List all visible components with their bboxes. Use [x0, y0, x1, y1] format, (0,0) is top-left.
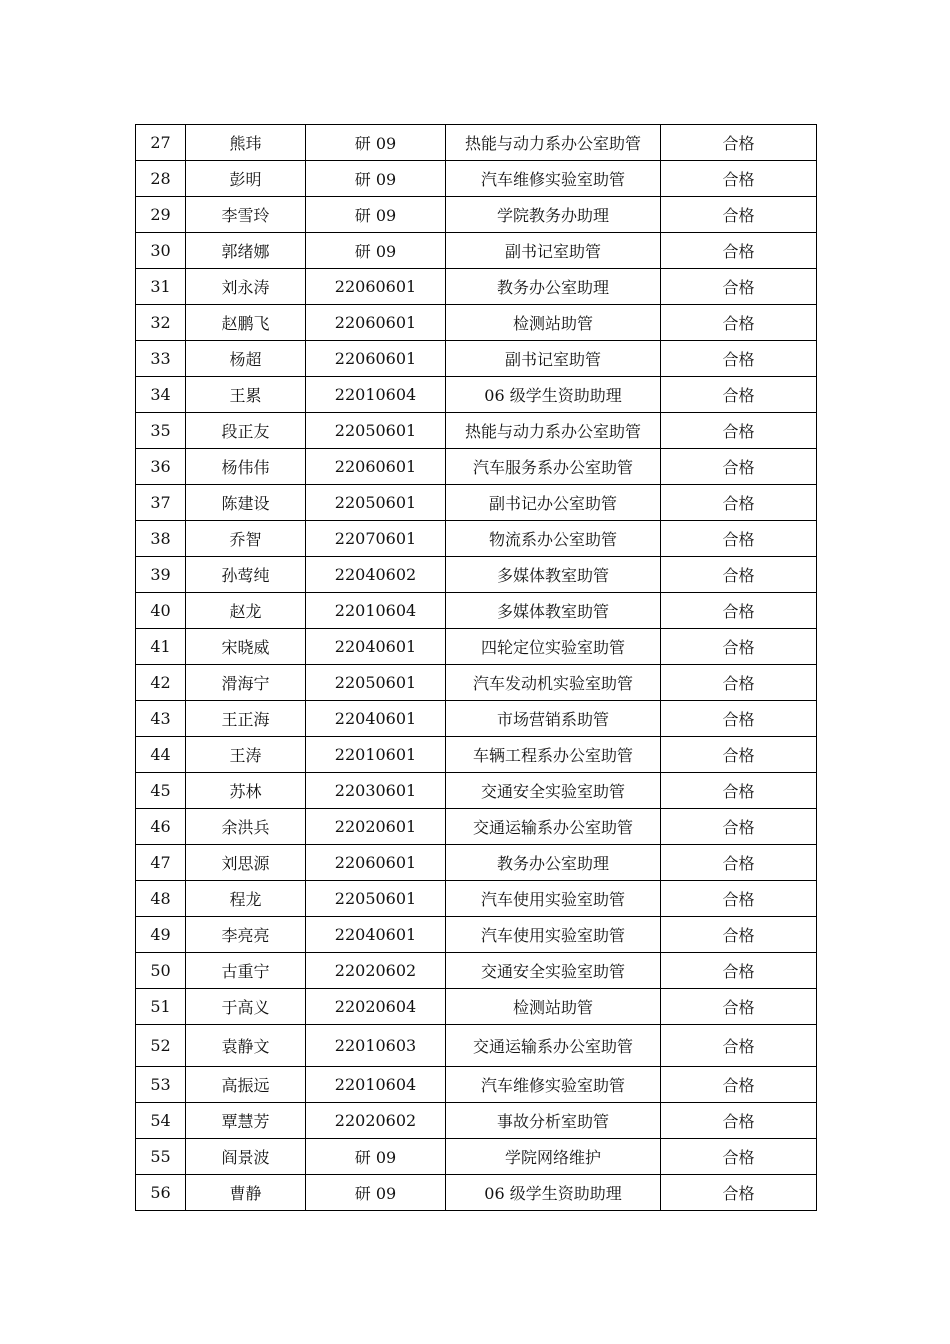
student-name: 余洪兵 — [186, 809, 306, 845]
student-name: 彭明 — [186, 161, 306, 197]
row-number: 55 — [136, 1139, 186, 1175]
class-code: 研 09 — [306, 233, 446, 269]
assessment-result: 合格 — [661, 413, 817, 449]
row-number: 31 — [136, 269, 186, 305]
table-row — [136, 737, 817, 773]
table-row — [136, 197, 817, 233]
assessment-result: 合格 — [661, 1139, 817, 1175]
table-row — [136, 377, 817, 413]
assessment-result: 合格 — [661, 1175, 817, 1211]
assessment-result: 合格 — [661, 305, 817, 341]
assessment-result: 合格 — [661, 125, 817, 161]
student-name: 滑海宁 — [186, 665, 306, 701]
class-code: 22040601 — [306, 701, 446, 737]
class-code: 22020601 — [306, 809, 446, 845]
class-code: 22040602 — [306, 557, 446, 593]
assessment-result: 合格 — [661, 809, 817, 845]
student-name: 高振远 — [186, 1067, 306, 1103]
class-code: 研 09 — [306, 197, 446, 233]
row-number: 38 — [136, 521, 186, 557]
assistant-post: 四轮定位实验室助管 — [446, 629, 661, 665]
assistant-post: 学院教务办助理 — [446, 197, 661, 233]
assessment-result: 合格 — [661, 737, 817, 773]
class-code: 22060601 — [306, 269, 446, 305]
table-row — [136, 1067, 817, 1103]
row-number: 41 — [136, 629, 186, 665]
student-name: 程龙 — [186, 881, 306, 917]
class-code: 22030601 — [306, 773, 446, 809]
assessment-result: 合格 — [661, 845, 817, 881]
roster-table-body — [136, 125, 817, 1211]
assistant-post: 汽车使用实验室助管 — [446, 917, 661, 953]
table-row — [136, 629, 817, 665]
class-code: 研 09 — [306, 1139, 446, 1175]
assessment-result: 合格 — [661, 629, 817, 665]
assistant-post: 汽车维修实验室助管 — [446, 161, 661, 197]
row-number: 49 — [136, 917, 186, 953]
class-code: 22050601 — [306, 881, 446, 917]
assistant-post: 交通安全实验室助管 — [446, 953, 661, 989]
table-row — [136, 917, 817, 953]
assessment-result: 合格 — [661, 521, 817, 557]
assessment-result: 合格 — [661, 593, 817, 629]
table-row — [136, 1025, 817, 1067]
assistant-post: 学院网络维护 — [446, 1139, 661, 1175]
class-code: 22060601 — [306, 845, 446, 881]
class-code: 22020602 — [306, 953, 446, 989]
assistant-post: 06 级学生资助助理 — [446, 377, 661, 413]
row-number: 27 — [136, 125, 186, 161]
assistant-post: 教务办公室助理 — [446, 269, 661, 305]
class-code: 22010604 — [306, 1067, 446, 1103]
row-number: 44 — [136, 737, 186, 773]
class-code: 22020602 — [306, 1103, 446, 1139]
assistant-post: 事故分析室助管 — [446, 1103, 661, 1139]
table-row — [136, 557, 817, 593]
assessment-result: 合格 — [661, 917, 817, 953]
row-number: 29 — [136, 197, 186, 233]
table-row — [136, 125, 817, 161]
table-row — [136, 809, 817, 845]
row-number: 50 — [136, 953, 186, 989]
student-name: 李亮亮 — [186, 917, 306, 953]
assistant-post: 多媒体教室助管 — [446, 593, 661, 629]
table-row — [136, 305, 817, 341]
assessment-result: 合格 — [661, 953, 817, 989]
assessment-result: 合格 — [661, 161, 817, 197]
assistant-post: 副书记室助管 — [446, 233, 661, 269]
student-name: 赵鹏飞 — [186, 305, 306, 341]
student-name: 苏林 — [186, 773, 306, 809]
row-number: 53 — [136, 1067, 186, 1103]
table-row — [136, 161, 817, 197]
assessment-result: 合格 — [661, 1025, 817, 1067]
row-number: 30 — [136, 233, 186, 269]
student-name: 宋晓威 — [186, 629, 306, 665]
row-number: 36 — [136, 449, 186, 485]
assessment-result: 合格 — [661, 881, 817, 917]
assistant-post: 热能与动力系办公室助管 — [446, 413, 661, 449]
assistant-post: 汽车维修实验室助管 — [446, 1067, 661, 1103]
student-name: 赵龙 — [186, 593, 306, 629]
student-name: 刘思源 — [186, 845, 306, 881]
class-code: 22060601 — [306, 449, 446, 485]
table-row — [136, 449, 817, 485]
row-number: 47 — [136, 845, 186, 881]
student-name: 王正海 — [186, 701, 306, 737]
student-name: 杨伟伟 — [186, 449, 306, 485]
row-number: 45 — [136, 773, 186, 809]
row-number: 48 — [136, 881, 186, 917]
assessment-result: 合格 — [661, 989, 817, 1025]
row-number: 33 — [136, 341, 186, 377]
student-name: 段正友 — [186, 413, 306, 449]
class-code: 22060601 — [306, 341, 446, 377]
assistant-post: 交通运输系办公室助管 — [446, 1025, 661, 1067]
assessment-result: 合格 — [661, 1103, 817, 1139]
assessment-result: 合格 — [661, 773, 817, 809]
assessment-result: 合格 — [661, 701, 817, 737]
student-name: 王涛 — [186, 737, 306, 773]
row-number: 56 — [136, 1175, 186, 1211]
table-row — [136, 701, 817, 737]
row-number: 28 — [136, 161, 186, 197]
class-code: 22070601 — [306, 521, 446, 557]
student-name: 刘永涛 — [186, 269, 306, 305]
assistant-post: 副书记室助管 — [446, 341, 661, 377]
row-number: 43 — [136, 701, 186, 737]
table-row — [136, 1139, 817, 1175]
class-code: 22020604 — [306, 989, 446, 1025]
assistant-post: 交通安全实验室助管 — [446, 773, 661, 809]
table-row — [136, 269, 817, 305]
assistant-post: 市场营销系助管 — [446, 701, 661, 737]
assistant-post: 检测站助管 — [446, 989, 661, 1025]
student-name: 古重宁 — [186, 953, 306, 989]
table-row — [136, 413, 817, 449]
table-row — [136, 989, 817, 1025]
assessment-result: 合格 — [661, 1067, 817, 1103]
student-name: 袁静文 — [186, 1025, 306, 1067]
assistant-post: 汽车使用实验室助管 — [446, 881, 661, 917]
row-number: 37 — [136, 485, 186, 521]
assessment-result: 合格 — [661, 341, 817, 377]
class-code: 22040601 — [306, 629, 446, 665]
assistant-post: 教务办公室助理 — [446, 845, 661, 881]
row-number: 40 — [136, 593, 186, 629]
assistant-post: 副书记办公室助管 — [446, 485, 661, 521]
class-code: 22050601 — [306, 413, 446, 449]
assistant-post: 物流系办公室助管 — [446, 521, 661, 557]
student-name: 乔智 — [186, 521, 306, 557]
student-name: 陈建设 — [186, 485, 306, 521]
student-name: 杨超 — [186, 341, 306, 377]
table-row — [136, 665, 817, 701]
table-row — [136, 593, 817, 629]
table-row — [136, 845, 817, 881]
assessment-result: 合格 — [661, 449, 817, 485]
assistant-post: 06 级学生资助助理 — [446, 1175, 661, 1211]
row-number: 46 — [136, 809, 186, 845]
assistant-post: 检测站助管 — [446, 305, 661, 341]
class-code: 研 09 — [306, 1175, 446, 1211]
assistant-post: 汽车服务系办公室助管 — [446, 449, 661, 485]
assessment-result: 合格 — [661, 557, 817, 593]
class-code: 研 09 — [306, 125, 446, 161]
table-row — [136, 521, 817, 557]
row-number: 52 — [136, 1025, 186, 1067]
table-row — [136, 1103, 817, 1139]
table-row — [136, 881, 817, 917]
class-code: 22060601 — [306, 305, 446, 341]
assessment-result: 合格 — [661, 233, 817, 269]
student-name: 覃慧芳 — [186, 1103, 306, 1139]
assessment-result: 合格 — [661, 665, 817, 701]
assessment-result: 合格 — [661, 485, 817, 521]
student-name: 于高义 — [186, 989, 306, 1025]
student-name: 曹静 — [186, 1175, 306, 1211]
class-code: 22040601 — [306, 917, 446, 953]
class-code: 22010604 — [306, 593, 446, 629]
student-name: 王累 — [186, 377, 306, 413]
table-row — [136, 233, 817, 269]
class-code: 22010601 — [306, 737, 446, 773]
class-code: 22010603 — [306, 1025, 446, 1067]
assistant-post: 交通运输系办公室助管 — [446, 809, 661, 845]
table-row — [136, 341, 817, 377]
assessment-result: 合格 — [661, 377, 817, 413]
roster-table — [135, 124, 817, 1211]
row-number: 35 — [136, 413, 186, 449]
row-number: 51 — [136, 989, 186, 1025]
student-name: 李雪玲 — [186, 197, 306, 233]
class-code: 22050601 — [306, 485, 446, 521]
student-name: 熊玮 — [186, 125, 306, 161]
student-name: 阎景波 — [186, 1139, 306, 1175]
assessment-result: 合格 — [661, 197, 817, 233]
assistant-post: 车辆工程系办公室助管 — [446, 737, 661, 773]
row-number: 34 — [136, 377, 186, 413]
row-number: 39 — [136, 557, 186, 593]
row-number: 32 — [136, 305, 186, 341]
class-code: 研 09 — [306, 161, 446, 197]
table-row — [136, 953, 817, 989]
assistant-post: 多媒体教室助管 — [446, 557, 661, 593]
class-code: 22050601 — [306, 665, 446, 701]
table-row — [136, 1175, 817, 1211]
assistant-post: 汽车发动机实验室助管 — [446, 665, 661, 701]
table-row — [136, 773, 817, 809]
student-name: 郭绪娜 — [186, 233, 306, 269]
row-number: 42 — [136, 665, 186, 701]
row-number: 54 — [136, 1103, 186, 1139]
student-name: 孙莺纯 — [186, 557, 306, 593]
class-code: 22010604 — [306, 377, 446, 413]
assessment-result: 合格 — [661, 269, 817, 305]
assistant-post: 热能与动力系办公室助管 — [446, 125, 661, 161]
table-row — [136, 485, 817, 521]
